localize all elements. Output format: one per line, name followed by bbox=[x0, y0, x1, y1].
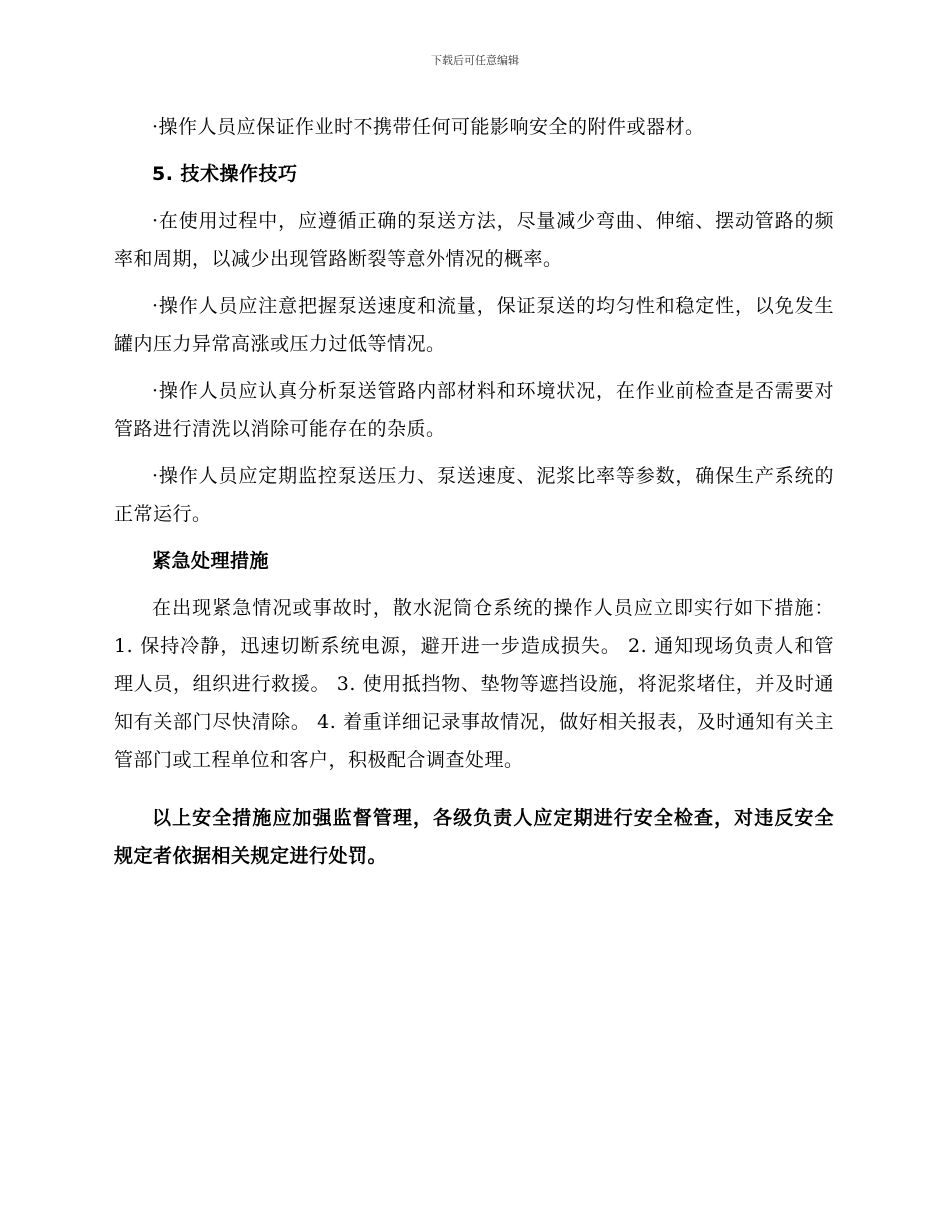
paragraph-pumping-speed: ·操作人员应注意把握泵送速度和流量，保证泵送的均匀性和稳定性，以免发生罐内压力异常高涨或压力过低等情况。 bbox=[114, 295, 834, 355]
section-heading-emergency: 紧急处理措施 bbox=[152, 550, 270, 572]
page-header: 下载后可任意编辑 bbox=[431, 54, 519, 67]
section-heading-technique: 5. 技术操作技巧 bbox=[152, 163, 298, 185]
paragraph-monitoring: ·操作人员应定期监控泵送压力、泵送速度、泥浆比率等参数，确保生产系统的正常运行。 bbox=[114, 465, 834, 525]
paragraph-pipeline-analysis: ·操作人员应认真分析泵送管路内部材料和环境状况，在作业前检查是否需要对管路进行清洗以消除可能存在的杂质。 bbox=[114, 380, 834, 440]
paragraph-pumping-method: ·在使用过程中，应遵循正确的泵送方法，尽量减少弯曲、伸缩、摆动管路的频率和周期，以减少出现管路断裂等意外情况的概率。 bbox=[114, 210, 834, 270]
document-body bbox=[114, 108, 834, 884]
paragraph-emergency-measures: 在出现紧急情况或事故时，散水泥筒仓系统的操作人员应立即实行如下措施： 1. 保持冷静，迅速切断系统电源，避开进一步造成损失。 2. 通知现场负责人和管理人员，组织进行救援。 3. 使用抵挡物、垫物等遮挡设施，将泥浆堵住，并及时通知有关部门尽快清除。 4. 着重详细记录事故情况，做好相关报表，及时通知有关主管部门或工程单位和客户，积极配合调查处理。 bbox=[114, 597, 834, 771]
paragraph-no-attachments: ·操作人员应保证作业时不携带任何可能影响安全的附件或器材。 bbox=[152, 116, 705, 138]
paragraph-conclusion: 以上安全措施应加强监督管理，各级负责人应定期进行安全检查，对违反安全规定者依据相关规定进行处罚。 bbox=[114, 807, 834, 867]
